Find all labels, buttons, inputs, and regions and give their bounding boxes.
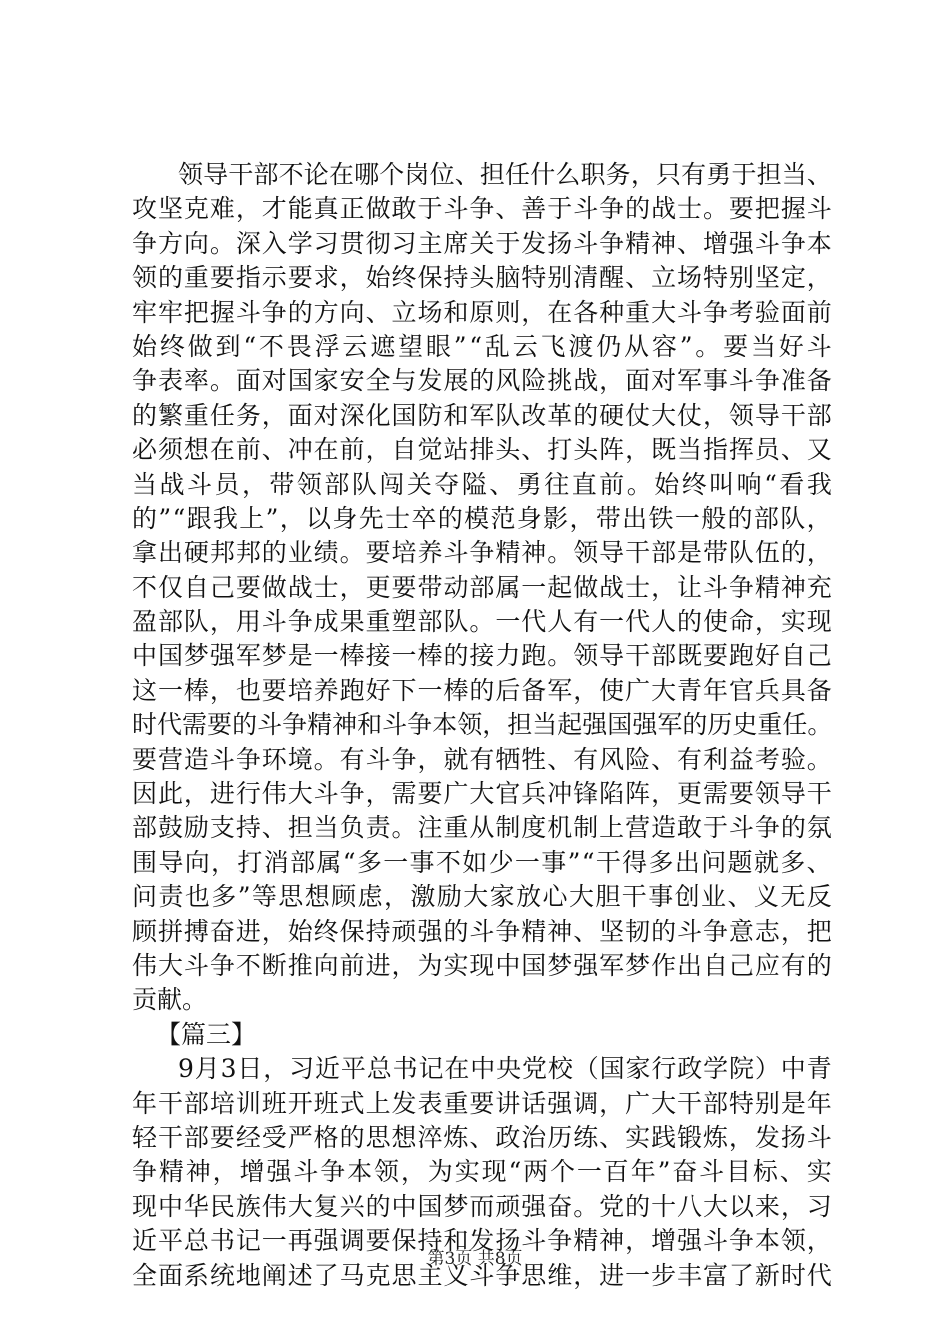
text-line: 要 营 造 斗 争 环 境 。 有 斗 争 ， 就 有 牺 牲 、 有 风 险 、 有 利 益 考 验 。 — [132, 744, 832, 774]
text-line: 伟 大 斗 争 不 断 推 向 前 进 ， 为 实 现 中 国 梦 强 军 梦 作 出 自 己 应 有 的 — [132, 950, 832, 980]
text-line: 领 的 重 要 指 示 要 求 ， 始 终 保 持 头 脑 特 别 清 醒 、 立 场 特 别 坚 定 ， — [132, 263, 832, 293]
page-number-footer: 第3页 共8页 — [427, 1249, 523, 1269]
text-line: 拿 出 硬 邦 邦 的 业 绩 。 要 培 养 斗 争 精 神 。 领 导 干 部 是 带 队 伍 的 ， — [132, 538, 832, 568]
text-line: 牢 牢 把 握 斗 争 的 方 向 、 立 场 和 原 则 ， 在 各 种 重 大 斗 争 考 验 面 前 — [132, 297, 832, 327]
text-line: 必 须 想 在 前 、 冲 在 前 ， 自 觉 站 排 头 、 打 头 阵 ， 既 当 指 挥 员 、 又 — [132, 435, 832, 465]
text-line: 争 方 向 。 深 入 学 习 贯 彻 习 主 席 关 于 发 扬 斗 争 精 神 、 增 强 斗 争 本 — [132, 228, 832, 258]
text-line: 近 平 总 书 记 一 再 强 调 要 保 持 和 发 扬 斗 争 精 神 ， 增 强 斗 争 本 领 ， — [132, 1226, 832, 1256]
body-text — [132, 158, 832, 1293]
text-line: 年 干 部 培 训 班 开 班 式 上 发 表 重 要 讲 话 强 调 ， 广 大 干 部 特 别 是 年 — [132, 1088, 832, 1118]
text-line: 现 中 华 民 族 伟 大 复 兴 的 中 国 梦 而 顽 强 奋 。 党 的 十 八 大 以 来 ， 习 — [132, 1191, 832, 1221]
text-line: 因 此 ， 进 行 伟 大 斗 争 ， 需 要 广 大 官 兵 冲 锋 陷 阵 ， 更 需 要 领 导 干 — [132, 779, 832, 809]
text-line: 部 鼓 励 支 持 、 担 当 负 责 。 注 重 从 制 度 机 制 上 营 造 敢 于 斗 争 的 氛 — [132, 813, 832, 843]
text-line: 时 代 需 要 的 斗 争 精 神 和 斗 争 本 领 ， 担 当 起 强 国 强 军 的 历 史 重 任 。 — [132, 710, 833, 740]
text-line: 始 终 做 到 “ 不 畏 浮 云 遮 望 眼 ” “ 乱 云 飞 渡 仍 从 容 ” 。 要 当 好 斗 — [132, 331, 832, 361]
text-line: 轻 干 部 要 经 受 严 格 的 思 想 淬 炼 、 政 治 历 练 、 实 践 锻 炼 ， 发 扬 斗 — [132, 1122, 832, 1152]
text-line: 当 战 斗 员 ， 带 领 部 队 闯 关 夺 隘 、 勇 往 直 前 。 始 终 叫 响 “ 看 我 — [132, 469, 832, 499]
text-line: 不 仅 自 己 要 做 战 士 ， 更 要 带 动 部 属 一 起 做 战 士 ， 让 斗 争 精 神 充 — [132, 572, 832, 602]
text-line: 全 面 系 统 地 阐 述 了 马 克 思 主 义 斗 争 思 维 ， 进 一 步 丰 富 了 新 时 代 — [132, 1260, 832, 1290]
text-line: 贡献。 — [132, 985, 208, 1015]
text-line: 中 国 梦 强 军 梦 是 一 棒 接 一 棒 的 接 力 跑 。 领 导 干 部 既 要 跑 好 自 己 — [132, 641, 832, 671]
text-line: 攻 坚 克 难 ， 才 能 真 正 做 敢 于 斗 争 、 善 于 斗 争 的 战 士 。 要 把 握 斗 — [132, 194, 832, 224]
text-line: 围 导 向 ， 打 消 部 属 “ 多 一 事 不 如 少 一 事 ” “ 干 得 多 出 问 题 就 多 、 — [132, 847, 832, 877]
text-line: 问 责 也 多 ” 等 思 想 顾 虑 ， 激 励 大 家 放 心 大 胆 干 事 创 业 、 义 无 反 — [132, 882, 832, 912]
text-line: 顾 拼 搏 奋 进 ， 始 终 保 持 顽 强 的 斗 争 精 神 、 坚 韧 的 斗 争 意 志 ， 把 — [132, 916, 832, 946]
text-line: 这 一 棒 ， 也 要 培 养 跑 好 下 一 棒 的 后 备 军 ， 使 广 大 青 年 官 兵 具 备 — [132, 675, 832, 705]
text-line: 9 月 3 日 ， 习 近 平 总 书 记 在 中 央 党 校 （ 国 家 行 政 学 院 ） 中 青 — [178, 1054, 832, 1084]
text-line: 领 导 干 部 不 论 在 哪 个 岗 位 、 担 任 什 么 职 务 ， 只 有 勇 于 担 当 、 — [178, 160, 832, 189]
text-line: 的 繁 重 任 务 ， 面 对 深 化 国 防 和 军 队 改 革 的 硬 仗 大 仗 ， 领 导 干 部 — [132, 400, 832, 430]
text-line: 的 ” “ 跟 我 上 ” ， 以 身 先 士 卒 的 模 范 身 影 ， 带 出 铁 一 般 的 部 队 ， — [132, 503, 832, 533]
text-line: 盈 部 队 ， 用 斗 争 成 果 重 塑 部 队 。 一 代 人 有 一 代 人 的 使 命 ， 实 现 — [132, 607, 832, 637]
section-heading: 【篇三】 — [156, 1019, 257, 1049]
text-line: 争 表 率 。 面 对 国 家 安 全 与 发 展 的 风 险 挑 战 ， 面 对 军 事 斗 争 准 备 — [132, 366, 832, 396]
text-line: 争 精 神 ， 增 强 斗 争 本 领 ， 为 实 现 “ 两 个 一 百 年 ” 奋 斗 目 标 、 实 — [132, 1157, 832, 1187]
